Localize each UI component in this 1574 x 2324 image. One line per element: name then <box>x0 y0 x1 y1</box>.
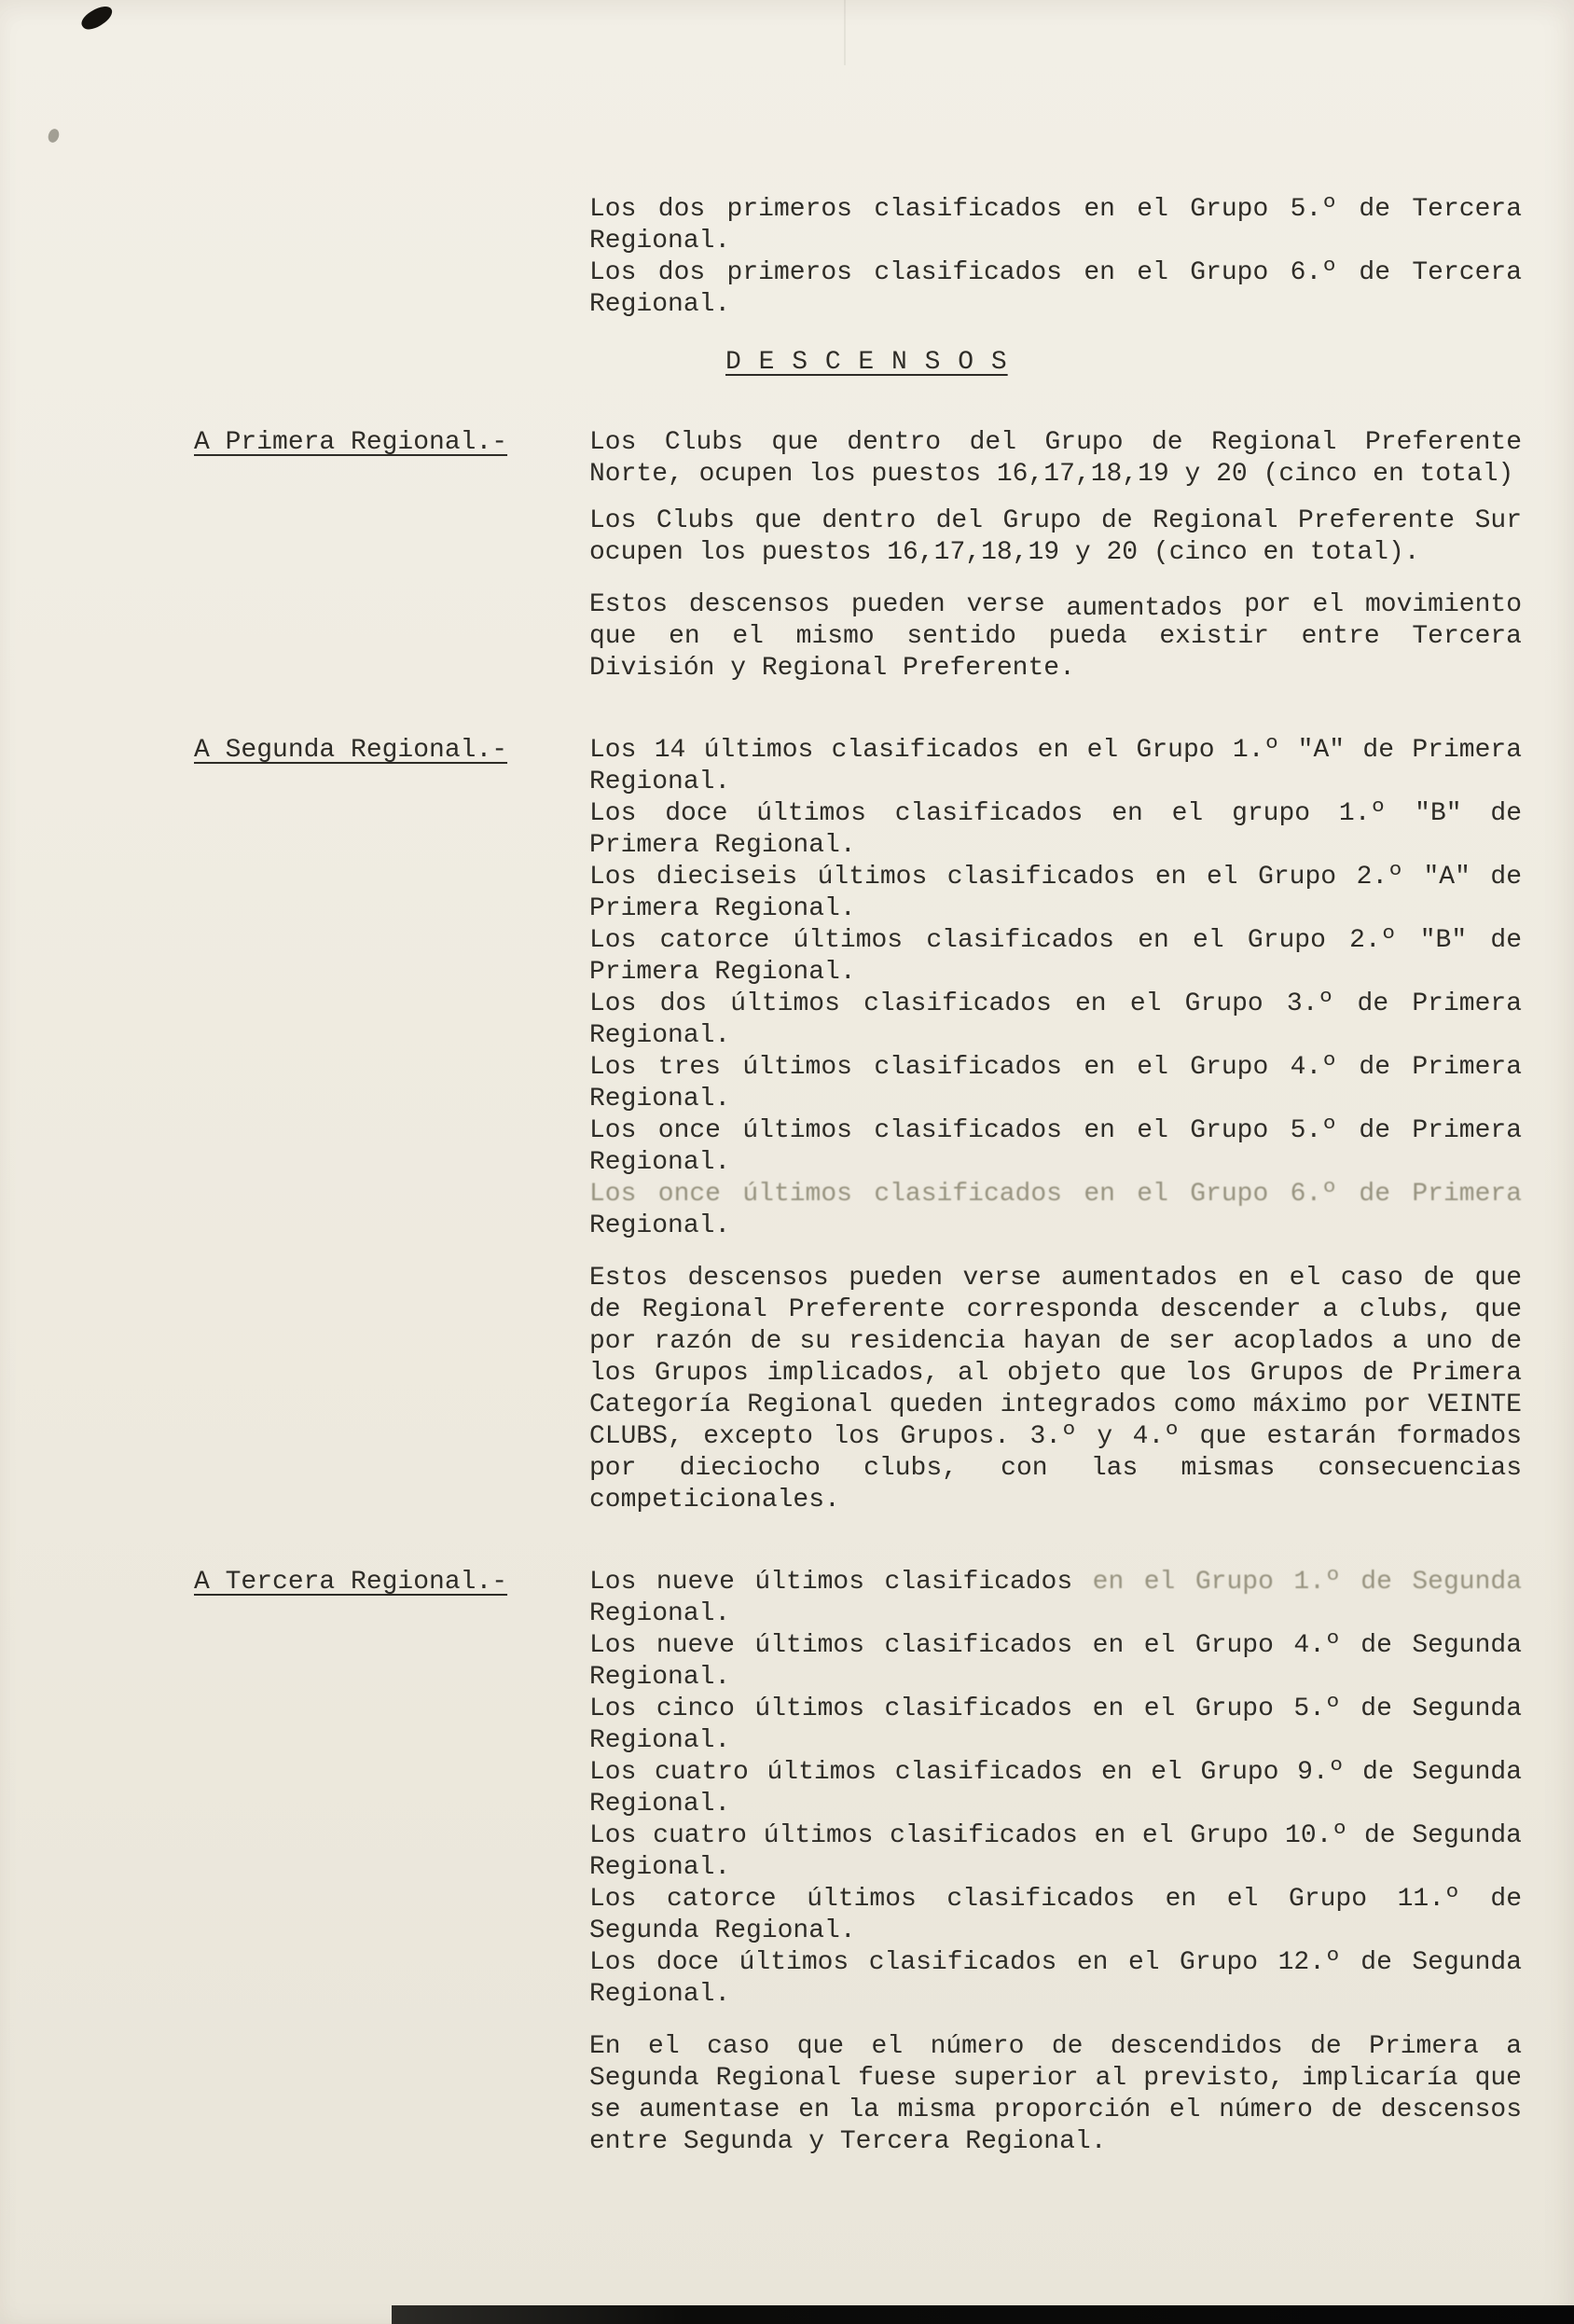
paragraph: Estos descensos pueden verse aumentados en el caso de que de Regional Preferente corresponda descender a clubs, que por razón de su residencia hayan de ser acoplados a uno de los Grupos implicados, al objeto que los Grupos de Primera Categoría Regional queden integrados como máximo por VEINTE CLUBS, excepto los Grupos. 3.º y 4.º que estarán formados por dieciocho clubs, con las mismas consecuencias competicionales. <box>589 1264 1522 1515</box>
list-item: Los dieciseis últimos clasificados en el Grupo 2.º "A" de Primera Regional. <box>589 863 1522 923</box>
list-item: Los catorce últimos clasificados en el Grupo 11.º de Segunda Regional. <box>589 1885 1522 1945</box>
section-primera-regional <box>194 427 1522 685</box>
list-item: Los once últimos clasificados en el Grupo 5.º de Primera Regional. <box>589 1116 1522 1177</box>
scan-artifact-ink-smudge <box>78 2 116 34</box>
list-item: Los cuatro últimos clasificados en el Grupo 9.º de Segunda Regional. <box>589 1758 1522 1819</box>
descensos-heading: D E S C E N S O S <box>725 348 1008 377</box>
margin-label-column <box>194 735 589 1516</box>
document-content <box>194 194 1522 2208</box>
scan-artifact-bottom-band <box>392 2305 1574 2324</box>
paragraph: Los Clubs que dentro del Grupo de Regional Preferente Norte, ocupen los puestos 16,17,18,19 y 20 (cinco en total) <box>589 428 1522 489</box>
intro-line: Los dos primeros clasificados en el Grupo 5.º de Tercera Regional. <box>589 195 1522 256</box>
intro-block <box>589 194 1522 321</box>
list-item: Los doce últimos clasificados en el Grupo 12.º de Segunda Regional. <box>589 1948 1522 2009</box>
list-item <box>589 1179 1522 1242</box>
list-item: Los tres últimos clasificados en el Grupo 4.º de Primera Regional. <box>589 1053 1522 1114</box>
section-body <box>589 735 1522 1516</box>
section-segunda-regional <box>194 735 1522 1516</box>
list-item: Los 14 últimos clasificados en el Grupo 1.º "A" de Primera Regional. <box>589 736 1522 796</box>
scan-artifact-dot <box>47 128 61 145</box>
list-item: Los catorce últimos clasificados en el Grupo 2.º "B" de Primera Regional. <box>589 926 1522 987</box>
margin-label: A Tercera Regional.- <box>194 1568 508 1597</box>
margin-label: A Segunda Regional.- <box>194 736 508 765</box>
paragraph-text: Los nueve últimos clasificados <box>589 1568 1093 1597</box>
list-item: Los doce últimos clasificados en el grupo 1.º "B" de Primera Regional. <box>589 799 1522 860</box>
paragraph: En el caso que el número de descendidos de Primera a Segunda Regional fuese superior al previsto, implicaría que se aumentase en la misma proporción el número de descensos entre Segunda y Tercera Regional. <box>589 2032 1522 2156</box>
faded-typewriter-text: en el Grupo 1.º de Segunda <box>1092 1568 1522 1597</box>
typed-insertion: aumentados <box>1066 594 1223 623</box>
paper-crease <box>844 0 846 65</box>
section-body <box>589 1567 1522 2158</box>
faded-typewriter-text: Los once últimos clasificados en el Grupo 6.º de Primera <box>589 1180 1522 1209</box>
intro-line: Los dos primeros clasificados en el Grupo 6.º de Tercera Regional. <box>589 258 1522 319</box>
margin-label-column <box>194 1567 589 2158</box>
list-item: Los dos últimos clasificados en el Grupo 3.º de Primera Regional. <box>589 989 1522 1050</box>
paragraph-text: por el movimiento que en el mismo sentido pueda existir entre Tercera División y Regional Preferente. <box>589 590 1523 683</box>
list-item: Los nueve últimos clasificados en el Grupo 4.º de Segunda Regional. <box>589 1631 1522 1692</box>
section-tercera-regional <box>194 1567 1522 2158</box>
margin-label-column <box>194 427 589 685</box>
paragraph <box>589 589 1522 685</box>
margin-label: A Primera Regional.- <box>194 428 508 457</box>
section-body <box>589 427 1522 685</box>
list-item: Los cuatro últimos clasificados en el Grupo 10.º de Segunda Regional. <box>589 1821 1522 1882</box>
paragraph-text: Regional. <box>589 1211 731 1240</box>
paragraph: Los Clubs que dentro del Grupo de Regional Preferente Sur ocupen los puestos 16,17,18,19 y 20 (cinco en total). <box>589 506 1522 567</box>
list-item <box>589 1567 1522 1630</box>
list-item: Los cinco últimos clasificados en el Grupo 5.º de Segunda Regional. <box>589 1695 1522 1755</box>
paragraph-text: Estos descensos pueden verse <box>589 590 1067 619</box>
paragraph-text: Regional. <box>589 1599 731 1628</box>
